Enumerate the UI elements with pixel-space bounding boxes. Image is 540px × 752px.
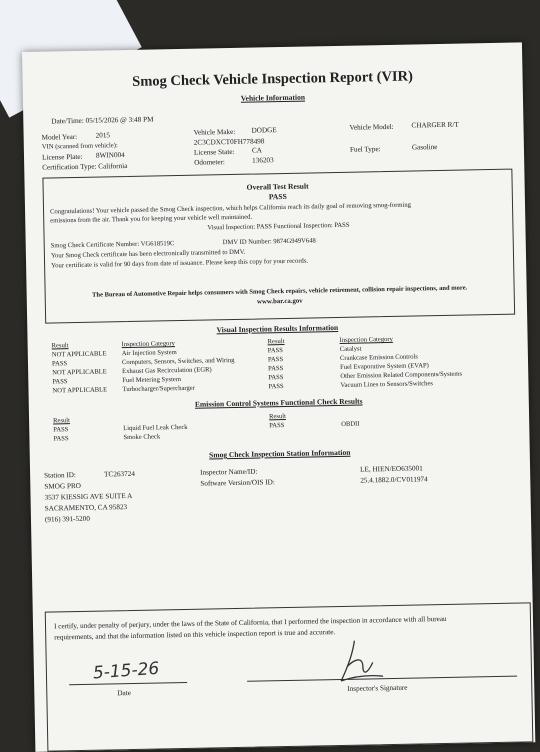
date-time: Date/Time: 05/15/2026 @ 3:48 PM xyxy=(51,115,154,126)
license-plate-value: 8WIN004 xyxy=(95,151,125,160)
certify-line-2: requirements, and that the information listed on this vehicle inspection report is true and accurate. xyxy=(54,628,336,642)
validity-note: Your certificate is valid for 90 days from date of issuance. Please keep this copy for your records. xyxy=(51,257,309,270)
visual-left-result: PASS xyxy=(52,378,68,386)
station-phone: (916) 391-5200 xyxy=(44,514,90,524)
visual-right-result: PASS xyxy=(267,347,284,355)
visual-left-result: NOT APPLICABLE xyxy=(52,386,108,395)
fuel-type-value: Gasoline xyxy=(411,143,438,152)
software-value: 25.4.1882.0/CV011974 xyxy=(360,475,428,485)
date-line xyxy=(69,682,187,685)
model-year-label: Model Year: xyxy=(41,132,78,142)
vir-document xyxy=(22,42,535,751)
visual-left-category: Exhaust Gas Recirculation (EGR) xyxy=(122,366,212,376)
dmv-id-number: DMV ID Number: 9874G949V648 xyxy=(222,237,316,247)
transmitted-note: Your Smog Check certificate has been electronically transmitted to DMV. xyxy=(50,248,246,260)
station-name: SMOG PRO xyxy=(44,481,81,491)
functional-check-heading: Emission Control Systems Functional Check Results xyxy=(194,396,363,409)
visual-right-category: Catalyst xyxy=(339,345,362,353)
station-info-heading: Smog Check Inspection Station Information xyxy=(209,447,351,460)
station-address-line-1: 3537 KIESSIG AVE SUITE A xyxy=(44,491,133,502)
visual-right-category-header: Inspection Category xyxy=(339,335,393,344)
visual-left-result-header: Result xyxy=(51,342,69,350)
visual-right-category: Fuel Evaporative System (EVAP) xyxy=(340,362,429,371)
visual-left-category: Turbocharger/Supercharger xyxy=(122,384,195,394)
inspector-value: LE, HIEN/EO635001 xyxy=(360,464,423,474)
software-label: Software Version/OIS ID: xyxy=(200,478,275,488)
functional-left-result-header: Result xyxy=(53,417,71,425)
functional-left-result: PASS xyxy=(53,426,69,434)
visual-left-result: NOT APPLICABLE xyxy=(52,368,107,377)
visual-inspection-heading: Visual Inspection Results Information xyxy=(216,322,339,335)
vehicle-model-value: CHARGER R/T xyxy=(411,120,459,130)
certification-box xyxy=(45,602,534,751)
license-state-label: License State: xyxy=(193,147,235,157)
certification-type: Certification Type: California xyxy=(42,161,128,172)
congrats-line-2: emissions from the air. Thank you for keeping your vehicle well maintained. xyxy=(50,213,253,225)
bureau-note: The Bureau of Automotive Repair helps consumers with Smog Check repairs, vehicle retirement, collision repair inspections, and more. xyxy=(92,284,468,299)
functional-left-check: Smoke Check xyxy=(123,433,161,442)
visual-right-category: Vacuum Lines to Sensors/Switches xyxy=(340,380,434,389)
functional-left-check: Liquid Fuel Leak Check xyxy=(123,423,188,433)
odometer-label: Odometer: xyxy=(194,158,225,167)
odometer-value: 136203 xyxy=(252,156,274,165)
visual-right-result: PASS xyxy=(268,374,284,382)
vehicle-info-heading: Vehicle Information xyxy=(240,92,306,103)
vehicle-make-value: DODGE xyxy=(251,126,277,135)
visual-right-result: PASS xyxy=(268,383,284,391)
functional-left-result: PASS xyxy=(53,435,69,443)
functional-right-check: OBDII xyxy=(341,420,360,428)
fuel-type-label: Fuel Type: xyxy=(349,145,381,154)
visual-right-result: PASS xyxy=(267,356,284,364)
report-title: Smog Check Vehicle Inspection Report (VIR) xyxy=(132,68,414,90)
congrats-line-1: Congratulations! Your vehicle passed the Smog Check inspection, which helps California reach its daily goal of removing smog-forming xyxy=(50,201,412,216)
license-state-value: CA xyxy=(251,146,263,155)
visual-left-category-header: Inspection Category xyxy=(121,340,175,349)
station-address-line-2: SACRAMENTO, CA 95823 xyxy=(44,503,128,513)
handwritten-date: 5-15-26 xyxy=(92,658,160,684)
model-year-value: 2015 xyxy=(95,131,111,140)
visual-left-category: Fuel Metering System xyxy=(122,376,181,385)
vin-label: VIN (scanned from vehicle): xyxy=(41,142,118,151)
bureau-url: www.bar.ca.gov xyxy=(256,297,303,306)
license-plate-label: License Plate: xyxy=(41,152,83,162)
visual-right-result-header: Result xyxy=(267,338,285,346)
station-id-label: Station ID: xyxy=(44,471,76,480)
visual-left-category: Computers, Sensors, Switches, and Wiring xyxy=(121,356,235,367)
visual-functional-summary: Visual Inspection: PASS Functional Inspection: PASS xyxy=(207,221,350,232)
vehicle-make-label: Vehicle Make: xyxy=(193,127,236,137)
visual-left-result: PASS xyxy=(51,360,68,368)
visual-right-category: Crankcase Emission Controls xyxy=(339,353,419,362)
functional-right-result-header: Result xyxy=(268,413,286,421)
overall-result-value: PASS xyxy=(268,191,287,202)
certificate-number: Smog Check Certificate Number: VG618519C xyxy=(50,240,175,250)
overall-result-heading: Overall Test Result xyxy=(246,181,309,192)
vin-value: 2C3CDXCT0FH778498 xyxy=(193,137,265,147)
vehicle-model-label: Vehicle Model: xyxy=(349,122,394,132)
visual-left-result: NOT APPLICABLE xyxy=(51,350,107,359)
date-label: Date xyxy=(117,689,131,698)
visual-left-category: Air Injection System xyxy=(121,349,177,358)
inspector-label: Inspector Name/ID: xyxy=(200,467,258,477)
station-id-value: TC263724 xyxy=(104,469,135,479)
functional-right-result: PASS xyxy=(269,422,285,430)
overall-result-box xyxy=(42,169,515,324)
visual-right-result: PASS xyxy=(268,365,284,373)
visual-right-category: Other Emission Related Components/Systems xyxy=(340,370,463,380)
signature-label: Inspector's Signature xyxy=(347,683,408,693)
certify-line-1: I certify, under penalty of perjury, under the laws of the State of California, that I performed the inspection in accordance with all bureau xyxy=(53,614,447,631)
